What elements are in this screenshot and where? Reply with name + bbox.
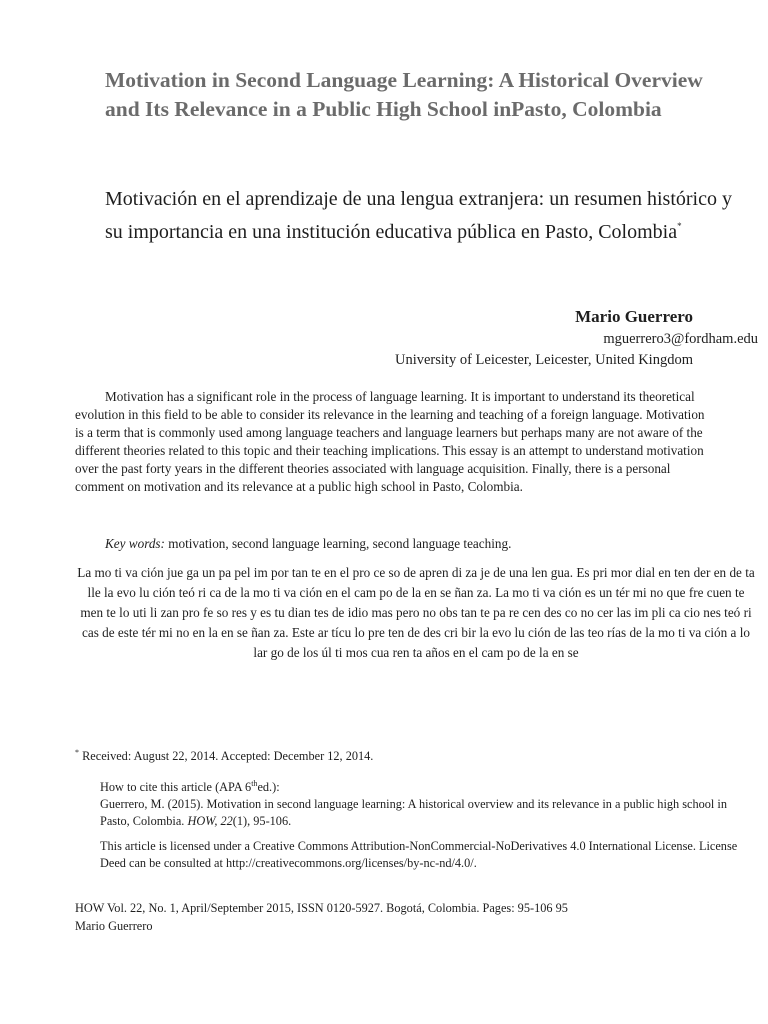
spanish-abstract: La mo ti va ción jue ga un pa pel im por tan te en el pro ce so de apren di za je de una len gua. Es pri mor dial en ten der en de ta lle la evo lu ción teó ri ca de la mo ti va ción en el cam po de la en se ñan za. La mo ti va ción es un tér mi no que fre cuen te men te lo uti li zan pro fe so res y es tu dian tes de idio mas pero no obs tan te pa re cen des co no cer las im pli ca cio nes teó ri cas de este tér mi no en la en se ñan za. Este ar tícu lo pre ten de des cri bir la evo lu ción de las teo rías de la mo ti va ción a lo lar go de los úl ti mos cua ren ta años en el cam po de la en se xyxy=(77,565,755,660)
author-affiliation: University of Leicester, Leicester, United Kingdom xyxy=(394,352,693,368)
running-author: Mario Guerrero xyxy=(75,919,153,933)
author-email[interactable]: mguerrero3@fordham.edu xyxy=(603,331,758,347)
journal-info: HOW Vol. 22, No. 1, April/September 2015, ISSN 0120-5927. Bogotá, Colombia. Pages: 95-106 95 xyxy=(75,901,568,915)
footnote-marker: * xyxy=(677,221,682,231)
citation-heading-end: ed.): xyxy=(257,780,280,794)
page-footer xyxy=(75,899,755,935)
abstract: Motivation has a significant role in the process of language learning. It is important to understand its theoretical evolution in this field to be able to consider its relevance in the learning and teaching of a foreign language. Motivation is a term that is commonly used among language teachers and language learners but perhaps many are not aware of the different theories related to this topic and their teaching implications. This essay is an attempt to understand motivation over the past forty years in the different theories associated with language acquisition. Finally, there is a personal comment on motivation and its relevance at a public high school in Pasto, Colombia. xyxy=(75,389,705,494)
citation-main: Guerrero, M. (2015). Motivation in second language learning: A historical overview and its relevance in a public high school in Pasto, Colombia. xyxy=(100,797,727,828)
received-marker: * xyxy=(75,748,79,757)
citation-block xyxy=(100,775,755,872)
license-note: This article is licensed under a Creative Commons Attribution-NonCommercial-NoDerivatives 4.0 International License. License Deed can be consulted at http://creativecommons.org/licenses/by-nc-nd/4.0/. xyxy=(100,839,738,870)
spanish-title xyxy=(105,186,735,246)
keywords xyxy=(105,536,725,552)
spanish-title-text: Motivación en el aprendizaje de una lengua extranjera: un resumen histórico y su importancia en una institución educativa pública en Pasto, Colombia xyxy=(105,188,732,243)
author-name: Mario Guerrero xyxy=(575,307,693,326)
english-title: Motivation in Second Language Learning: A Historical Overview and Its Relevance in a Public High School inPasto, Colombia xyxy=(105,68,703,121)
keywords-text: motivation, second language learning, second language teaching. xyxy=(168,536,512,551)
citation-pages: (1), 95-106. xyxy=(232,814,292,828)
citation-journal: HOW, 22 xyxy=(187,814,233,828)
citation-heading-text: How to cite this article (APA 6 xyxy=(100,780,252,794)
received-note xyxy=(75,744,755,765)
keywords-label: Key words: xyxy=(105,536,165,551)
citation-text xyxy=(100,796,755,830)
citation-heading-sup: th xyxy=(251,779,258,788)
citation-heading xyxy=(100,775,755,796)
received-text: Received: August 22, 2014. Accepted: December 12, 2014. xyxy=(82,749,374,763)
footnotes xyxy=(75,744,755,872)
